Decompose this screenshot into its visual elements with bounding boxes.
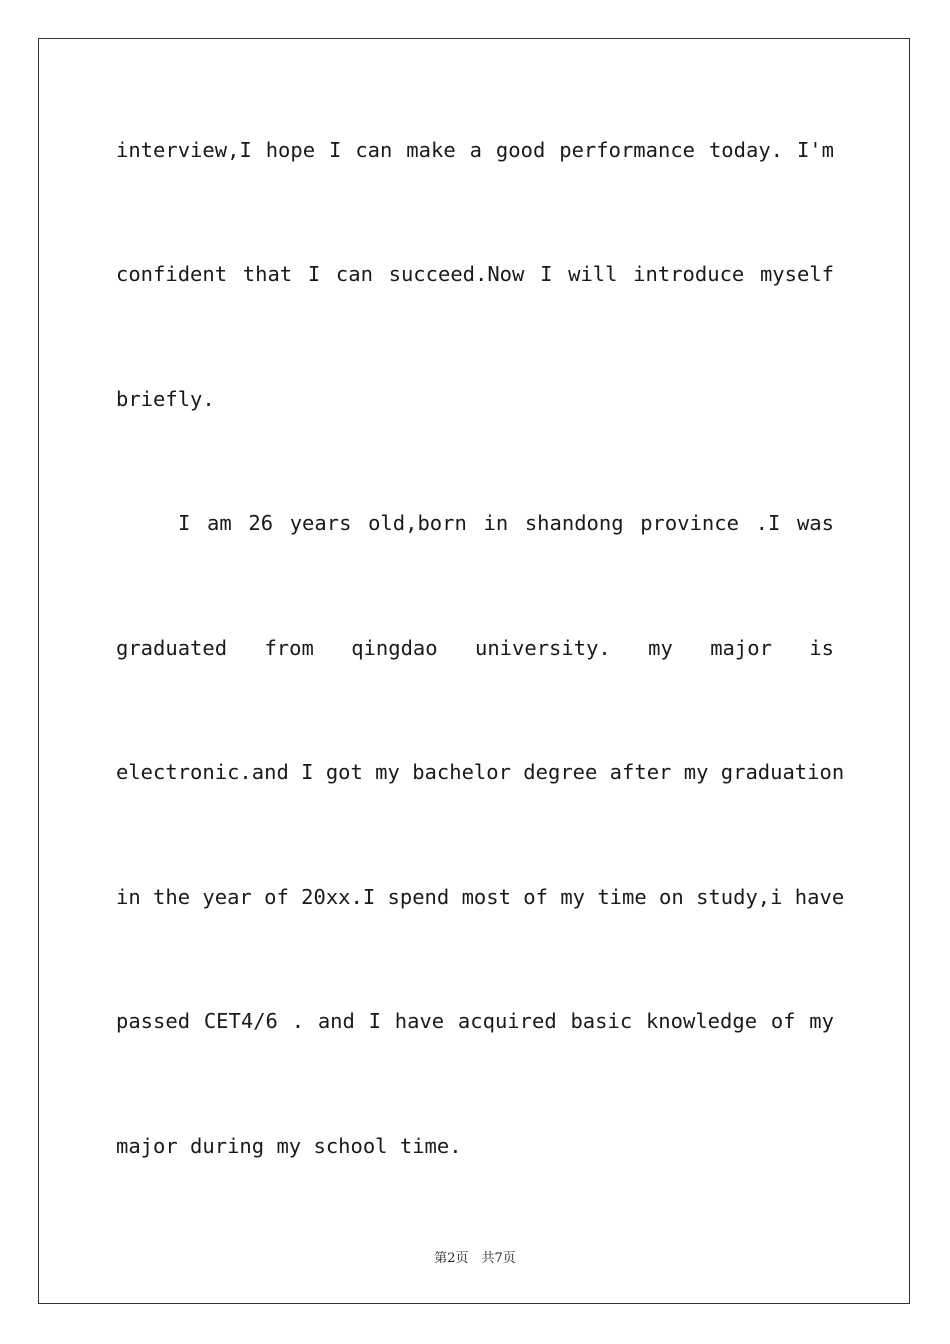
body-line-1: interview,I hope I can make a good performance today. I'm	[116, 138, 834, 162]
body-line-3: briefly.	[116, 387, 215, 411]
body-line-7: in the year of 20xx.I spend most of my time on study,i have	[116, 885, 845, 909]
page-frame	[38, 38, 910, 1304]
body-line-6: electronic.and I got my bachelor degree after my graduation	[116, 760, 845, 784]
body-line-9: major during my school time.	[116, 1134, 462, 1158]
page-number-footer: 第2页 共7页	[434, 1251, 516, 1266]
body-line-8: passed CET4/6 . and I have acquired basic knowledge of my	[116, 1009, 834, 1033]
body-line-2: confident that I can succeed.Now I will introduce myself	[116, 262, 834, 286]
body-line-5: graduated from qingdao university. my major is	[116, 636, 834, 660]
body-line-4: I am 26 years old,born in shandong province .I was	[178, 511, 834, 535]
